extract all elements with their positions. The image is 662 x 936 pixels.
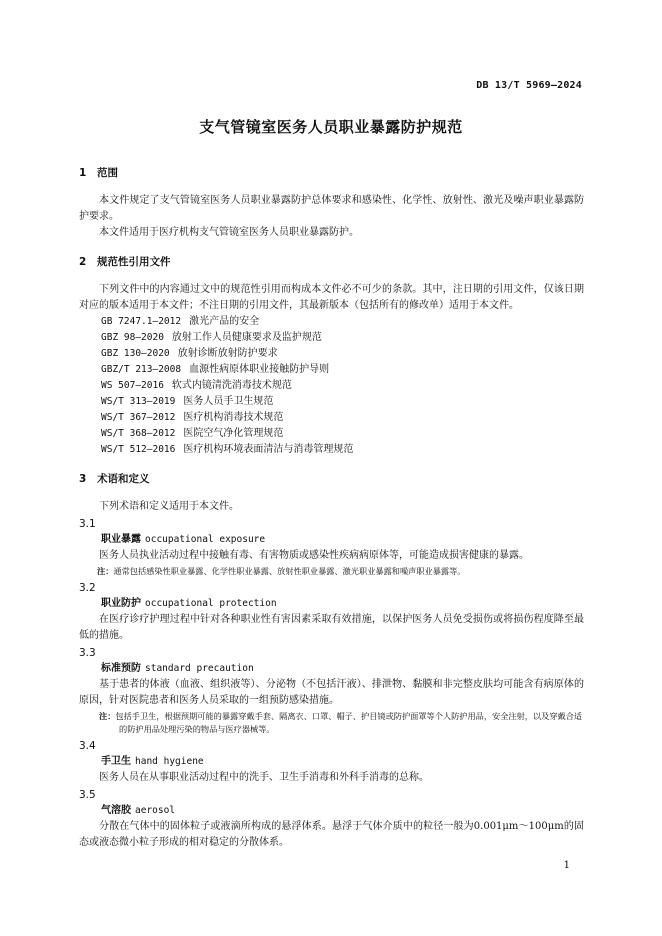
note-text: 包括手卫生，根据预期可能的暴露穿戴手套、隔离衣、口罩、帽子、护目镜或防护面罩等个人防护用品，安全注射，以及穿戴合适的防护用品处理污染的物品与医疗器械等。 [115, 711, 583, 734]
term-number: 3.2 [79, 582, 96, 594]
reference-item [79, 314, 584, 330]
term-name [79, 661, 584, 677]
reference-title: 软式内镜清洗消毒技术规范 [171, 380, 292, 391]
section-number: 2 [79, 256, 87, 268]
term-zh: 职业防护 [101, 598, 141, 609]
term-en: occupational protection [145, 598, 277, 609]
reference-code: WS 507—2016 [101, 380, 164, 391]
note-label: 注： [97, 566, 114, 576]
term-definition: 基于患者的体液（血液、组织液等）、分泌物（不包括汗液）、排泄物、黏膜和非完整皮肤均可能含有病原体的原因，针对医院患者和医务人员采取的一组预防感染措施。 [79, 679, 584, 706]
reference-item [79, 410, 584, 426]
term-name [79, 596, 584, 612]
reference-code: GBZ 130—2020 [101, 348, 170, 359]
term-definition: 分散在气体中的固体粒子或液滴所构成的悬浮体系。悬浮于气体介质中的粒径一般为0.001μm～100μm的固态或液态微小粒子形成的相对稳定的分散体系。 [79, 821, 584, 848]
scope-paragraph-2: 本文件适用于医疗机构支气管镜室医务人员职业暴露防护。 [99, 227, 359, 238]
reference-code: WS/T 367—2012 [101, 412, 176, 423]
document-title: 支气管镜室医务人员职业暴露防护规范 [199, 118, 463, 136]
document-code: DB 13/T 5969—2024 [476, 80, 582, 91]
section-title: 范围 [97, 167, 118, 179]
term-zh: 手卫生 [101, 756, 131, 767]
section-title: 规范性引用文件 [97, 256, 171, 268]
reference-item [79, 346, 584, 362]
reference-title: 医疗机构环境表面清洁与消毒管理规范 [183, 444, 354, 455]
reference-title: 放射诊断放射防护要求 [177, 348, 278, 359]
reference-code: WS/T 368—2012 [101, 428, 176, 439]
reference-code: GBZ 98—2020 [101, 332, 164, 343]
reference-code: WS/T 313—2019 [101, 396, 176, 407]
term-zh: 标准预防 [101, 663, 141, 674]
term-en: standard precaution [145, 663, 254, 674]
term-name [79, 803, 584, 819]
reference-item [79, 426, 584, 442]
reference-code: WS/T 512—2016 [101, 444, 176, 455]
term-zh: 职业暴露 [101, 534, 141, 545]
term-number: 3.5 [79, 789, 96, 801]
term-en: aerosol [135, 805, 176, 816]
reference-item [79, 330, 584, 346]
references-intro: 下列文件中的内容通过文中的规范性引用而构成本文件必不可少的条款。其中，注日期的引用文件，仅该日期对应的版本适用于本文件；不注日期的引用文件，其最新版本（包括所有的修改单）适用于本文件。 [79, 284, 584, 311]
reference-item [79, 442, 584, 458]
term-name [79, 532, 584, 548]
term-number: 3.3 [79, 647, 96, 659]
scope-paragraph-1: 本文件规定了支气管镜室医务人员职业暴露防护总体要求和感染性、化学性、放射性、激光及噪声职业暴露防护要求。 [79, 195, 584, 222]
section-title: 术语和定义 [97, 473, 150, 485]
section-number: 3 [79, 473, 87, 485]
note-text: 通常包括感染性职业暴露、化学性职业暴露、放射性职业暴露、激光职业暴露和噪声职业暴露等。 [113, 566, 466, 576]
document-body [79, 160, 584, 851]
term-number: 3.1 [79, 518, 96, 530]
term-name [79, 754, 584, 770]
term-note [79, 565, 584, 578]
term-en: hand hygiene [135, 756, 204, 767]
reference-title: 放射工作人员健康要求及监护规范 [171, 332, 322, 343]
note-label: 注： [99, 711, 116, 721]
reference-title: 医疗机构消毒技术规范 [183, 412, 284, 423]
term-note [97, 710, 584, 736]
reference-title: 医务人员手卫生规范 [183, 396, 274, 407]
term-en: occupational exposure [145, 534, 266, 545]
section-1-heading [79, 166, 584, 181]
page-number: 1 [563, 860, 570, 871]
reference-title: 医院空气净化管理规范 [183, 428, 284, 439]
section-2-heading [79, 255, 584, 270]
term-zh: 气溶胶 [101, 805, 131, 816]
reference-list [79, 314, 584, 458]
term-definition: 在医疗诊疗护理过程中针对各种职业性有害因素采取有效措施，以保护医务人员免受损伤或将损伤程度降至最低的措施。 [79, 614, 584, 641]
reference-code: GBZ/T 213—2008 [101, 364, 182, 375]
term-definition: 医务人员执业活动过程中接触有毒、有害物质或感染性疾病病原体等，可能造成损害健康的暴露。 [99, 550, 529, 561]
reference-item [79, 362, 584, 378]
terms-intro: 下列术语和定义适用于本文件。 [99, 501, 239, 512]
reference-item [79, 394, 584, 410]
reference-item [79, 378, 584, 394]
term-definition: 医务人员在从事职业活动过程中的洗手、卫生手消毒和外科手消毒的总称。 [99, 772, 429, 783]
section-number: 1 [79, 167, 87, 179]
section-3-heading [79, 472, 584, 487]
term-number: 3.4 [79, 740, 96, 752]
reference-title: 血源性病原体职业接触防护导则 [189, 364, 330, 375]
reference-code: GB 7247.1—2012 [101, 316, 182, 327]
reference-title: 激光产品的安全 [189, 316, 260, 327]
